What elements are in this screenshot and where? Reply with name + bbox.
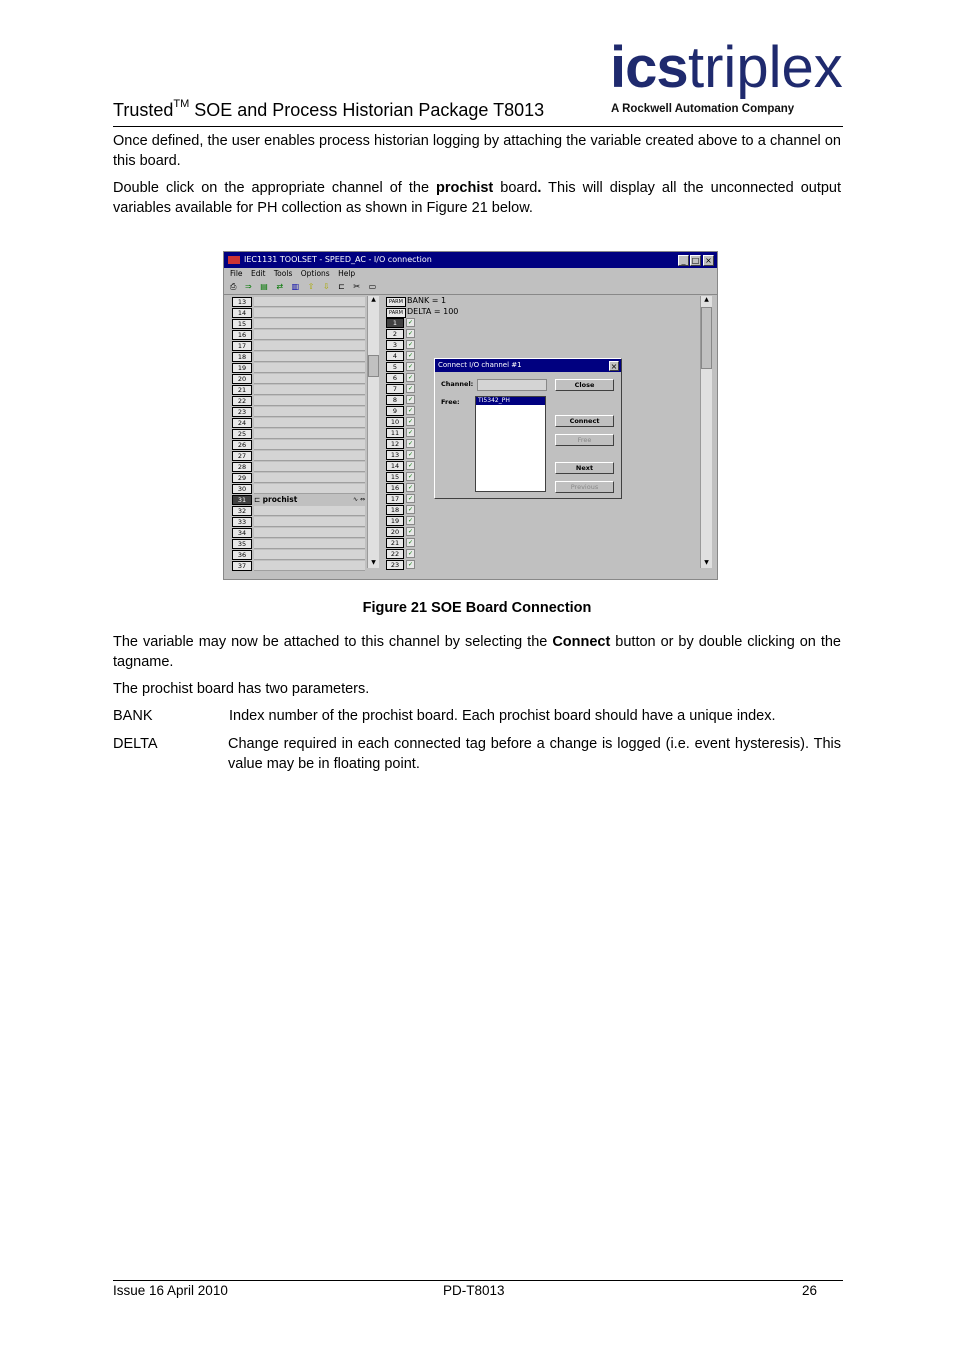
slot-row[interactable]: 22 xyxy=(230,395,375,406)
slot-row[interactable]: 26 xyxy=(230,439,375,450)
check-icon: ✓ xyxy=(407,429,414,436)
check-icon: ✓ xyxy=(407,440,414,447)
slot-row[interactable]: 36 xyxy=(230,549,375,560)
channel-item[interactable]: 5 xyxy=(386,362,404,372)
menu-help[interactable]: Help xyxy=(338,269,356,278)
paragraph-3: The variable may now be attached to this channel by selecting the Connect button or by double clicking on the tagname. xyxy=(113,634,841,670)
channel-item[interactable]: 18 xyxy=(386,505,404,515)
scroll-thumb[interactable] xyxy=(701,307,712,369)
document-title: Trusted™ SOE and Process Historian Package T8013 xyxy=(113,98,545,120)
right-scrollbar[interactable] xyxy=(700,296,712,568)
check-icon: ✓ xyxy=(407,528,414,535)
footer-issue: Issue 16 April 2010 xyxy=(113,1283,228,1298)
slot-row[interactable]: 29 xyxy=(230,472,375,483)
slot-row[interactable]: 14 xyxy=(230,307,375,318)
channel-item[interactable]: 9 xyxy=(386,406,404,416)
footer-rule xyxy=(113,1280,843,1281)
check-icon: ✓ xyxy=(407,330,414,337)
param-desc-bank: Index number of the prochist board. Each prochist board should have a unique index. xyxy=(229,708,776,724)
list-item[interactable]: TI5342_PH xyxy=(476,397,545,405)
check-icon: ✓ xyxy=(407,539,414,546)
window-titlebar: IEC1131 TOOLSET - SPEED_AC - I/O connection xyxy=(224,252,717,268)
menu-edit[interactable]: Edit xyxy=(250,269,266,278)
next-button[interactable]: Next xyxy=(555,462,614,474)
check-icon: ✓ xyxy=(407,561,414,568)
slot-row[interactable]: 30 xyxy=(230,483,375,494)
print-icon[interactable]: ⎙ xyxy=(230,282,237,291)
check-icon: ✓ xyxy=(407,484,414,491)
channel-label: Channel: xyxy=(441,380,474,388)
cut-icon[interactable]: ✂ xyxy=(353,282,361,291)
app-icon xyxy=(228,256,240,264)
channel-item[interactable]: 1 xyxy=(386,318,404,328)
scroll-down-icon[interactable]: ▼ xyxy=(371,559,376,566)
previous-button[interactable]: Previous xyxy=(555,481,614,493)
check-icon: ✓ xyxy=(407,352,414,359)
param-desc-delta: Change required in each connected tag before a change is logged (i.e. event hysteresis). This value may be in floating point. xyxy=(228,736,841,772)
figure-caption: Figure 21 SOE Board Connection xyxy=(362,600,592,616)
slot-row[interactable]: 35 xyxy=(230,538,375,549)
slot-row[interactable]: 34 xyxy=(230,527,375,538)
channel-item[interactable]: 22 xyxy=(386,549,404,559)
page-number: 26 xyxy=(802,1283,818,1298)
check-icon: ✓ xyxy=(407,517,414,524)
close-icon[interactable]: × xyxy=(703,255,714,266)
logo-ics: ics xyxy=(610,35,688,100)
channel-field[interactable] xyxy=(477,379,547,391)
slot-row[interactable]: 32 xyxy=(230,505,375,516)
channel-item[interactable]: 16 xyxy=(386,483,404,493)
paragraph-4: The prochist board has two parameters. xyxy=(113,681,370,697)
channel-item[interactable]: 4 xyxy=(386,351,404,361)
slot-row[interactable]: 33 xyxy=(230,516,375,527)
param-badge: PARM xyxy=(386,297,406,307)
check-icon: ✓ xyxy=(407,506,414,513)
scroll-thumb[interactable] xyxy=(368,355,379,377)
check-icon: ✓ xyxy=(407,495,414,502)
menu-tools[interactable]: Tools xyxy=(273,269,293,278)
delete-icon[interactable]: ▥ xyxy=(291,282,300,291)
free-label: Free: xyxy=(441,398,460,406)
left-scrollbar[interactable] xyxy=(367,296,379,568)
board-icon: ⊏ xyxy=(254,495,263,504)
check-icon: ✓ xyxy=(407,418,414,425)
channel-list xyxy=(382,318,422,590)
channel-item[interactable]: 8 xyxy=(386,395,404,405)
logo-subtitle: A Rockwell Automation Company xyxy=(611,103,795,115)
channel-item[interactable]: 14 xyxy=(386,461,404,471)
scroll-down-icon[interactable]: ▼ xyxy=(704,559,709,566)
check-icon: ✓ xyxy=(407,363,414,370)
slot-row[interactable]: 15 xyxy=(230,318,375,329)
connect-icon[interactable]: ⇒ xyxy=(244,282,252,291)
channel-item[interactable]: 21 xyxy=(386,538,404,548)
slot-row[interactable]: 28 xyxy=(230,461,375,472)
channel-item[interactable]: 2 xyxy=(386,329,404,339)
board-icon[interactable]: ⊏ xyxy=(338,282,345,291)
printer-icon[interactable]: ▭ xyxy=(368,282,377,291)
toolbar xyxy=(224,280,717,295)
logo-triplex: triplex xyxy=(688,35,843,100)
channel-item[interactable]: 15 xyxy=(386,472,404,482)
board-label: prochist xyxy=(262,495,298,504)
slot-row[interactable]: 13 xyxy=(230,296,375,307)
free-button[interactable]: Free xyxy=(555,434,614,446)
check-icon: ✓ xyxy=(407,550,414,557)
slot-row[interactable]: 16 xyxy=(230,329,375,340)
slot-row[interactable]: 19 xyxy=(230,362,375,373)
close-button[interactable]: Close xyxy=(555,379,614,391)
scroll-up-icon[interactable]: ▲ xyxy=(704,296,709,303)
slot-row[interactable]: 25 xyxy=(230,428,375,439)
free-variable-list[interactable] xyxy=(475,396,546,492)
link-icon[interactable]: ⇄ xyxy=(276,282,284,291)
slot-row-prochist[interactable]: 31 ⊏ prochist ∿ ⇔ xyxy=(230,494,375,505)
minimize-icon[interactable]: _ xyxy=(678,255,689,266)
paragraph-1: Once defined, the user enables process historian logging by attaching the variable created above to a channel on this board. xyxy=(113,133,841,169)
menu-bar xyxy=(224,268,717,280)
channel-item[interactable]: 11 xyxy=(386,428,404,438)
menu-options[interactable]: Options xyxy=(300,269,330,278)
slot-row[interactable]: 37 xyxy=(230,560,375,571)
param-badge: PARM xyxy=(386,308,406,318)
check-icon: ✓ xyxy=(407,451,414,458)
slot-row[interactable]: 20 xyxy=(230,373,375,384)
channel-item[interactable]: 10 xyxy=(386,417,404,427)
channel-item[interactable]: 19 xyxy=(386,516,404,526)
figure-screenshot xyxy=(223,251,718,580)
check-icon: ✓ xyxy=(407,385,414,392)
board-slot-list xyxy=(230,296,375,568)
dialog-titlebar: Connect I/O channel #1 xyxy=(435,359,621,372)
channel-item[interactable]: 13 xyxy=(386,450,404,460)
check-icon: ✓ xyxy=(407,341,414,348)
param-name-bank: BANK xyxy=(113,708,153,724)
slot-row[interactable]: 17 xyxy=(230,340,375,351)
channel-item[interactable]: 23 xyxy=(386,560,404,570)
header-rule xyxy=(113,126,843,127)
param-name-delta: DELTA xyxy=(113,736,158,752)
check-icon: ✓ xyxy=(407,462,414,469)
slot-row[interactable]: 18 xyxy=(230,351,375,362)
menu-file[interactable]: File xyxy=(230,269,243,278)
scroll-up-icon[interactable]: ▲ xyxy=(371,296,376,303)
channel-item[interactable]: 3 xyxy=(386,340,404,350)
maximize-icon[interactable]: □ xyxy=(691,256,700,265)
check-icon: ✓ xyxy=(407,473,414,480)
channel-item[interactable]: 12 xyxy=(386,439,404,449)
dialog-close-icon[interactable]: × xyxy=(610,362,618,371)
connect-dialog xyxy=(434,358,622,499)
footer-docnum: PD-T8013 xyxy=(443,1283,505,1298)
channel-item[interactable]: 17 xyxy=(386,494,404,504)
channel-item[interactable]: 7 xyxy=(386,384,404,394)
save-icon[interactable]: ▤ xyxy=(260,282,268,291)
param-delta: DELTA = 100 xyxy=(407,307,459,316)
channel-item[interactable]: 20 xyxy=(386,527,404,537)
check-icon: ✓ xyxy=(407,374,414,381)
slot-row[interactable]: 23 xyxy=(230,406,375,417)
param-bank: BANK = 1 xyxy=(407,296,447,305)
slot-row[interactable]: 21 xyxy=(230,384,375,395)
signal-icon: ∿ ⇔ xyxy=(353,496,365,503)
check-icon: ✓ xyxy=(407,319,414,326)
arrow-down-icon[interactable]: ⇩ xyxy=(322,282,330,291)
paragraph-2: Double click on the appropriate channel of the prochist board. This will display all the unconnected output variables available for PH collection as shown in Figure 21 below. xyxy=(113,180,842,216)
slot-row[interactable]: 24 xyxy=(230,417,375,428)
connect-button[interactable]: Connect xyxy=(555,415,614,427)
arrow-up-icon[interactable]: ⇧ xyxy=(307,282,315,291)
check-icon: ✓ xyxy=(407,407,414,414)
channel-item[interactable]: 6 xyxy=(386,373,404,383)
slot-row[interactable]: 27 xyxy=(230,450,375,461)
check-icon: ✓ xyxy=(407,396,414,403)
